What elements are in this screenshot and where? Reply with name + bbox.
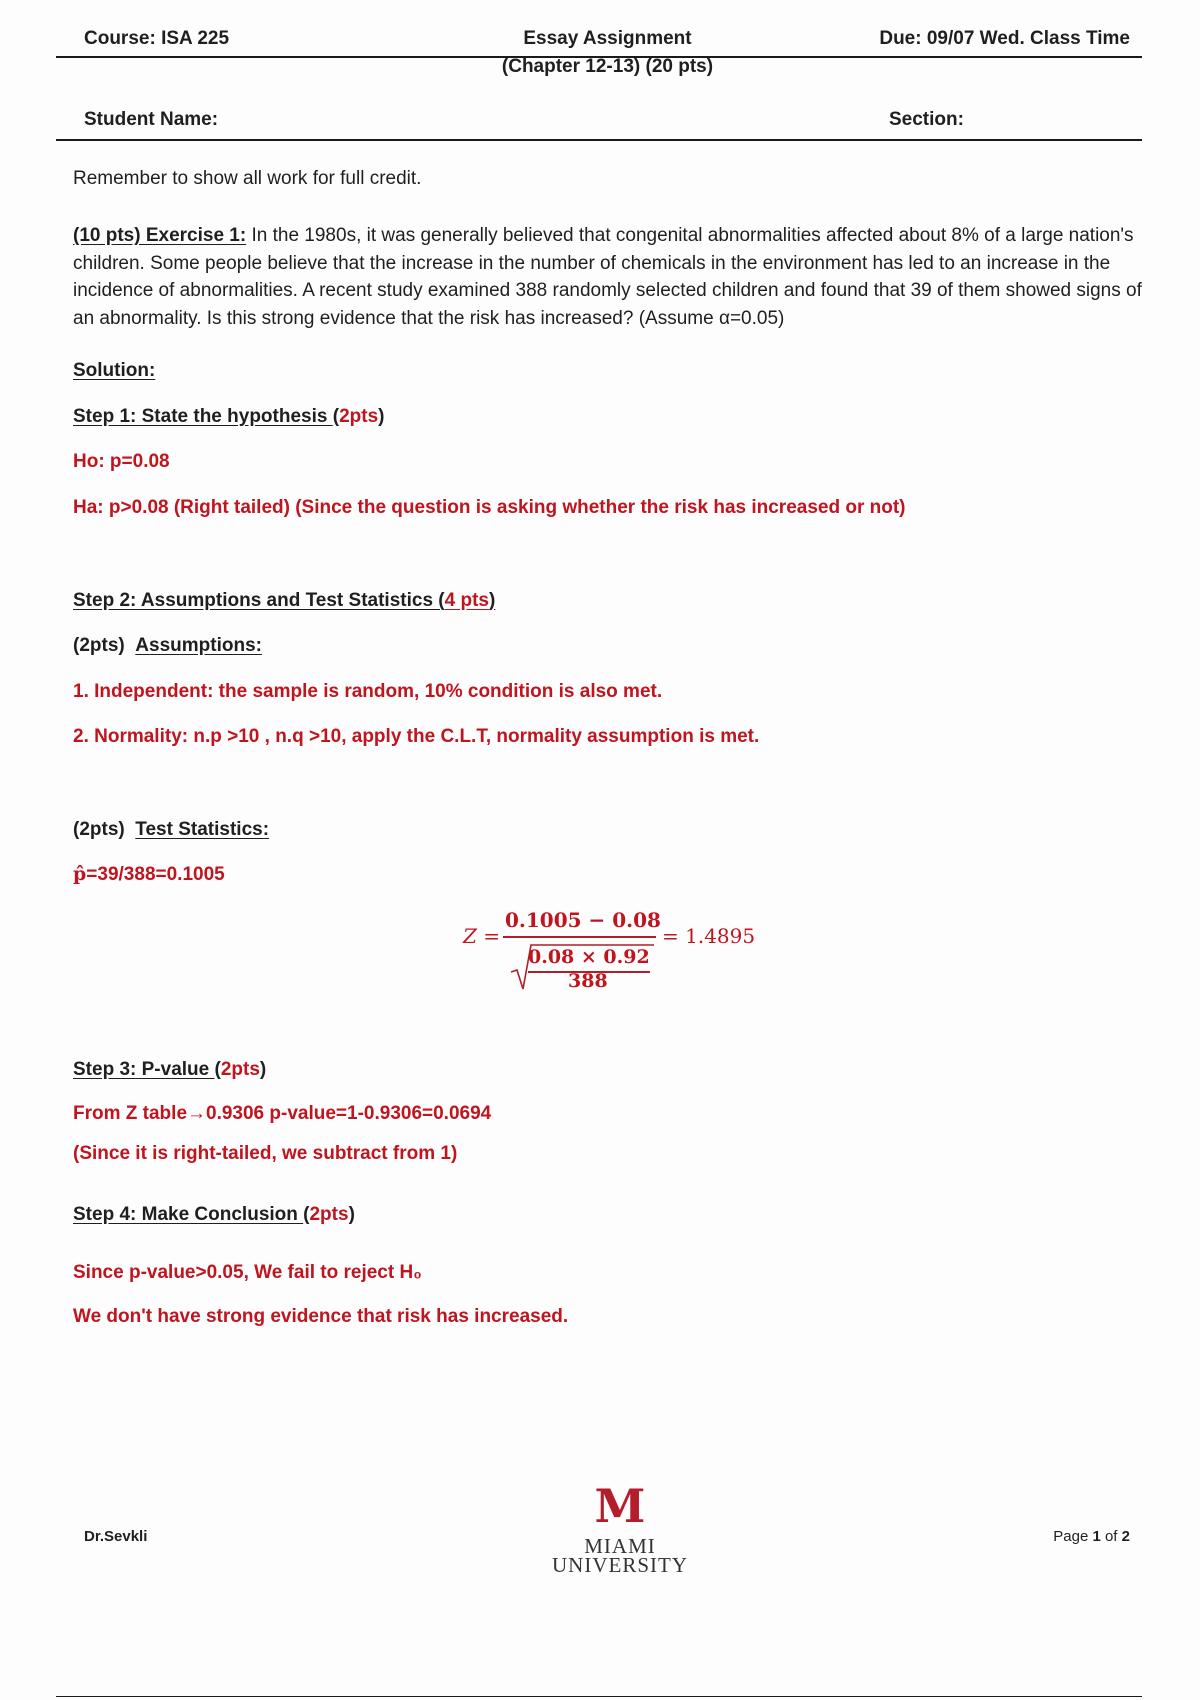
solution-heading: Solution: [73,360,156,381]
footer-rule [56,1696,1142,1697]
step2-title: Step 2: Assumptions and Test Statistics ( [73,590,445,611]
intro-text: Remember to show all work for full credit. [73,168,422,189]
student-name-label: Student Name: [84,109,219,130]
step2-pts: 4 pts [444,590,489,611]
author-name: Dr.Sevkli [84,1528,148,1545]
assumption-normality: 2. Normality: n.p >10 , n.q >10, apply the C.L.T, normality assumption is met. [73,726,760,747]
conclusion-statement: We don't have strong evidence that risk has increased. [73,1306,569,1327]
step4-pts: 2pts [309,1204,349,1225]
page-of: of [1100,1528,1122,1545]
course-label: Course: ISA 225 [84,28,230,49]
step2-heading [73,590,495,612]
alt-hypothesis: Ha: p>0.08 (Right tailed) (Since the question is asking whether the risk has increased or not) [73,497,906,518]
step4-title: Step 4: Make Conclusion [73,1204,304,1225]
logo-line2: UNIVERSITY [552,1553,688,1577]
due-date: Due: 09/07 Wed. Class Time [879,28,1130,49]
z-numerator: 0.1005 − 0.08 [505,908,661,932]
step1-pts: 2pts [339,406,379,427]
sqrt-denominator: 388 [568,970,608,992]
page-number: 1 [1092,1528,1101,1545]
null-hypothesis: Ho: p=0.08 [73,451,170,472]
z-result: = 1.4895 [662,924,756,948]
assumption-independence: 1. Independent: the sample is random, 10% condition is also met. [73,681,663,702]
exercise-paragraph [73,222,1143,332]
assignment-subtitle: (Chapter 12-13) (20 pts) [501,56,714,77]
page-total: 2 [1121,1528,1130,1545]
conclusion-decision: Since p-value>0.05, We fail to reject H₀ [73,1262,422,1283]
page-prefix: Page [1053,1528,1093,1545]
z-fraction-bar [503,936,656,938]
section-label: Section: [889,109,964,130]
assumptions-pts: (2pts) [73,635,125,656]
logo-m-icon: M [594,1479,646,1533]
step3-pts: 2pts [220,1059,260,1080]
z-symbol: Z = [463,924,501,948]
step1-heading: Step 1: State the hypothesis (2pts) [73,406,385,427]
test-stats-heading [73,819,269,841]
step1-title: Step 1: State the hypothesis [73,406,333,427]
phat-symbol: p̂ [73,863,87,885]
miami-logo [535,1479,705,1577]
assumptions-heading [73,635,262,657]
step4-heading: Step 4: Make Conclusion (2pts) [73,1204,355,1225]
phat-value: =39/388=0.1005 [86,864,225,885]
phat-line [73,863,225,886]
exercise-label: (10 pts) Exercise 1: [73,225,247,246]
pvalue-calculation: From Z table→0.9306 p-value=1-0.9306=0.0694 [73,1103,492,1124]
page-indicator [1053,1528,1130,1545]
name-rule [56,139,1142,141]
pvalue-note: (Since it is right-tailed, we subtract from 1) [73,1143,458,1164]
step3-title: Step 3: P-value [73,1059,215,1080]
test-stats-pts: (2pts) [73,819,125,840]
step2-close: ) [488,590,496,611]
exercise-text: In the 1980s, it was generally believed that congenital abnormalities affected about 8% of a large nation's children. Some people believe that the increase in the number of chemicals in the environment has led to an increase in the incidence of abnormalities. A recent study examined 388 randomly selected children and found that 39 of them showed signs of an abnormality. Is this strong evidence that the risk has increased? (Assume α=0.05) [73,225,1142,329]
step3-heading: Step 3: P-value (2pts) [73,1059,267,1080]
assumptions-label: Assumptions: [135,635,262,656]
logo-line1: MIAMI [584,1534,656,1558]
test-stats-label: Test Statistics: [135,819,270,840]
assignment-title: Essay Assignment [523,28,692,49]
sqrt-numerator: 0.08 × 0.92 [528,946,650,968]
